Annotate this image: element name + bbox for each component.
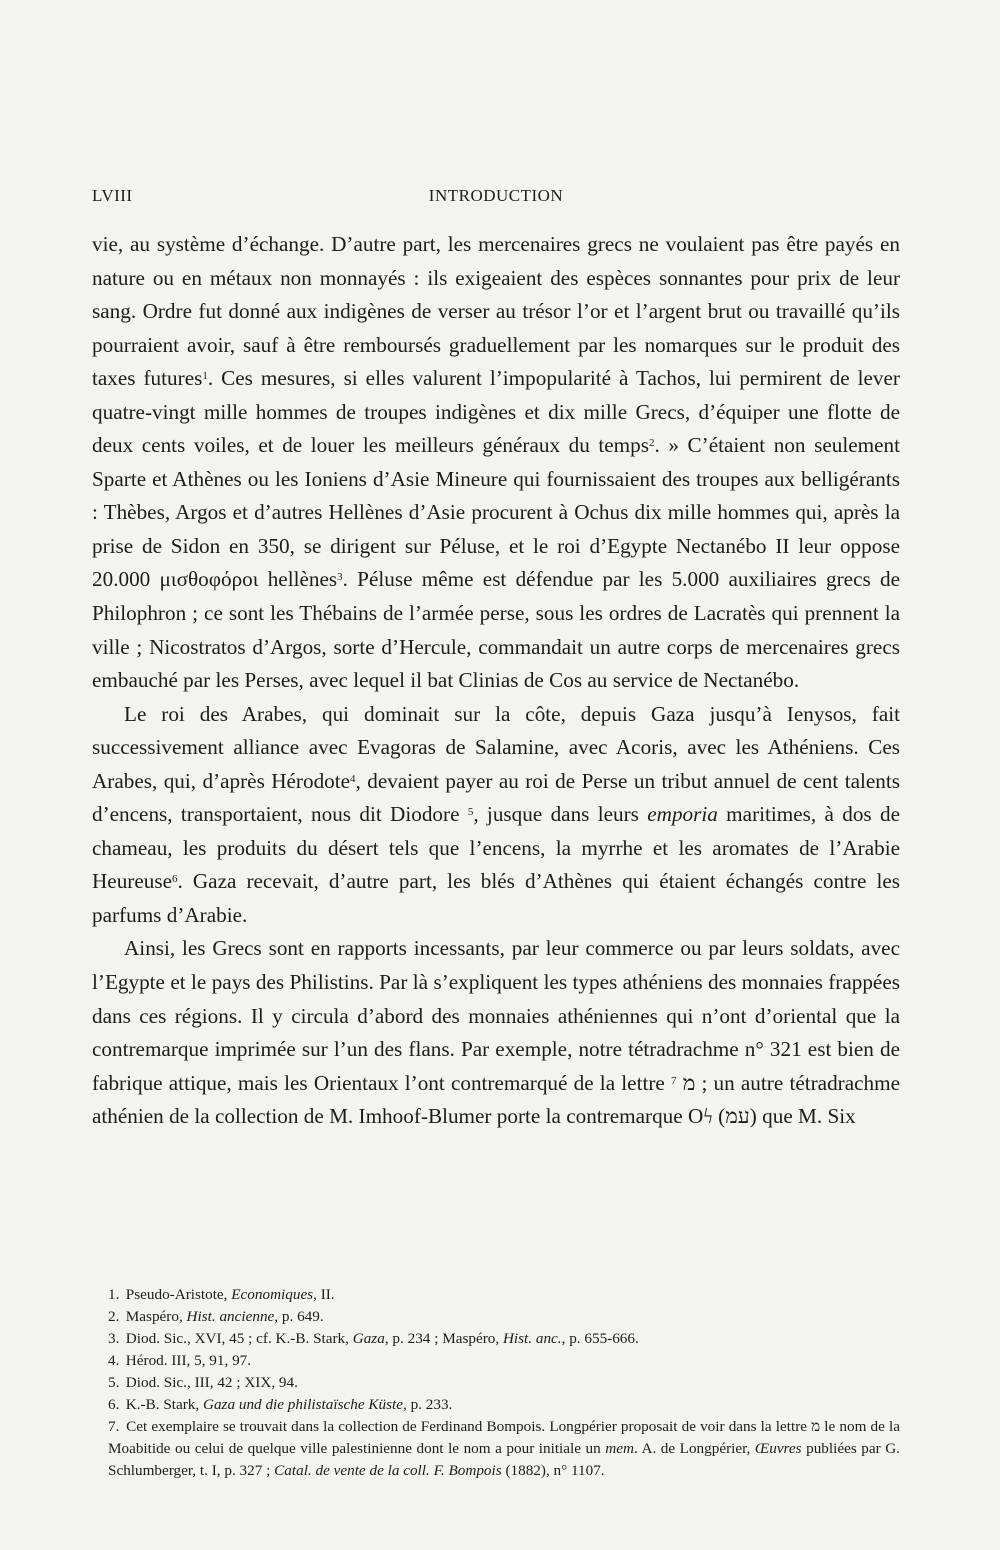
- footnote-5: [108, 1372, 900, 1394]
- footnote-7: [108, 1416, 900, 1482]
- hebrew-countermark: (עמ): [718, 1104, 757, 1129]
- text-run: publiées par G. Schlumberger, t. I, p. 327 ;: [108, 1440, 900, 1479]
- text-run: Maspéro,: [125, 1308, 187, 1325]
- italic-term: mem: [605, 1440, 634, 1457]
- paragraph-3: [92, 932, 900, 1133]
- footnote-ref-7: 7: [671, 1074, 677, 1087]
- body-text: [92, 228, 900, 1134]
- italic-title: Gaza und die philistaïsche Küste: [203, 1396, 403, 1413]
- footnote-2: [108, 1306, 900, 1328]
- footnote-1: [108, 1284, 900, 1306]
- text-run: vie, au système d’échange. D’autre part, les mercenaires grecs ne voulaient pas être payés en nature ou en métaux non monnayés : ils exigeaient des espèces sonnantes pour prix de leur sang. Ordre fut donné aux indigènes de verser au trésor l’or et l’argent brut ou travaillé qu’ils pourraient avoir, sauf à être remboursés graduellement par les nomarques sur le produit des taxes futures: [92, 232, 900, 391]
- italic-term: emporia: [647, 802, 718, 827]
- text-run: (1882), n° 1107.: [501, 1462, 605, 1479]
- italic-title: Economiques: [231, 1286, 314, 1303]
- countermark-glyph: Oϟ: [687, 1104, 713, 1129]
- footnote-4: [108, 1350, 900, 1372]
- footnote-3: [108, 1328, 900, 1350]
- running-title: INTRODUCTION: [428, 186, 564, 205]
- footnote-ref-4: 4: [350, 772, 356, 785]
- text-run: le nom de la Moabitide ou celui de quelque ville palestinienne dont le nom a pour initiale un: [108, 1418, 901, 1457]
- text-run: Diod. Sic., III, 42 ; XIX, 94.: [125, 1374, 298, 1391]
- italic-title: Hist. ancienne: [186, 1308, 275, 1325]
- text-run: , p. 234 ; Maspéro,: [384, 1330, 503, 1347]
- text-run: Hérod. III, 5, 91, 97.: [125, 1352, 252, 1369]
- text-run: Pseudo-Aristote,: [125, 1286, 232, 1303]
- text-run: , devaient payer au roi de Perse un tribut annuel de cent talents d’encens, transportaient, nous dit Diodore: [92, 768, 900, 827]
- footnote-6: [108, 1394, 900, 1416]
- footnote-ref-1: 1: [202, 370, 208, 383]
- text-run: . Péluse même est défendue par les 5.000 auxiliaires grecs de Philophron ; ce sont les Thébains de l’armée perse, sous les ordres de Lacratès qui prennent la ville ; Nicostratos d’Argos, sorte d’Hercule, commandait un autre corps de mercenaires grecs embauché par les Perses, avec lequel il bat Clinias de Cos au service de Nectanébo.: [92, 567, 900, 693]
- italic-title: Gaza: [352, 1330, 385, 1347]
- text-run: , jusque dans leurs: [473, 802, 648, 827]
- folio-number: LVIII: [92, 186, 133, 205]
- text-run: . Ces mesures, si elles valurent l’impopularité à Tachos, lui permirent de lever quatre-vingt mille hommes de troupes indigènes et dix mille Grecs, d’équiper une flotte de deux cents voiles, et de louer les meilleurs généraux du temps: [92, 366, 900, 458]
- text-run: maritimes, à dos de chameau, les produits du désert tels que l’encens, la myrrhe et les aromates de l’Arabie Heureuse: [92, 802, 900, 894]
- hebrew-letter: מ: [811, 1418, 821, 1435]
- footnote-number: 3.: [108, 1330, 120, 1347]
- footnote-ref-3: 3: [337, 571, 343, 584]
- text-run: . Gaza recevait, d’autre part, les blés d’Athènes qui étaient échangés contre les parfums d’Arabie.: [92, 869, 900, 927]
- footnote-number: 7.: [108, 1418, 120, 1435]
- text-run: Cet exemplaire se trouvait dans la collection de Ferdinand Bompois. Longpérier proposait de voir dans la lettre: [126, 1418, 812, 1435]
- text-run: . » C’étaient non seulement Sparte et Athènes ou les Ioniens d’Asie Mineure qui fournissaient des troupes aux belligérants : Thèbes, Argos et d’autres Hellènes d’Asie procurent à Ochus dix mille hommes qui, après la prise de Sidon en 350, se dirigent sur Péluse, et le roi d’Egypte Nectanébo II leur oppose 20.000 μισθοφόροι hellènes: [92, 433, 900, 592]
- text-run: , p. 655-666.: [561, 1330, 639, 1347]
- footnote-number: 6.: [108, 1396, 120, 1413]
- footnote-number: 5.: [108, 1374, 120, 1391]
- footnote-ref-6: 6: [172, 873, 178, 886]
- paragraph-2: [92, 698, 900, 933]
- text-run: K.-B. Stark,: [125, 1396, 203, 1413]
- text-run: , p. 649.: [274, 1308, 324, 1325]
- paragraph-1: [92, 228, 900, 698]
- text-run: Le roi des Arabes, qui dominait sur la côte, depuis Gaza jusqu’à Ienysos, fait successivement alliance avec Evagoras de Salamine, avec Acoris, avec les Athéniens. Ces Arabes, qui, d’après Hérodote: [92, 701, 900, 793]
- italic-title: Hist. anc.: [502, 1330, 562, 1347]
- text-run: Diod. Sic., XVI, 45 ; cf. K.-B. Stark,: [125, 1330, 353, 1347]
- text-run: , p. 233.: [402, 1396, 453, 1413]
- italic-title: Œuvres: [754, 1440, 802, 1457]
- footnote-ref-5: 5: [467, 806, 474, 819]
- text-run: ; un autre tétradrachme athénien de la collection de M. Imhoof-Blumer porte la contremarque: [92, 1070, 901, 1129]
- italic-title: Catal. de vente de la coll. F. Bompois: [274, 1462, 502, 1479]
- hebrew-letter: מ: [682, 1070, 696, 1095]
- text-run: que M. Six: [756, 1104, 856, 1129]
- text-run: . A. de Longpérier,: [633, 1440, 755, 1457]
- text-run: Ainsi, les Grecs sont en rapports incessants, par leur commerce ou par leurs soldats, avec l’Egypte et le pays des Philistins. Par là s’expliquent les types athéniens des monnaies frappées dans ces régions. Il y circula d’abord des monnaies athéniennes qui n’ont d’oriental que la contremarque imprimée sur l’un des flans. Par exemple, notre tétradrachme n° 321 est bien de fabrique attique, mais les Orientaux l’ont contremarqué de la lettre: [92, 936, 900, 1095]
- footnote-number: 1.: [108, 1286, 120, 1303]
- text-run: , II.: [313, 1286, 335, 1303]
- footnote-number: 4.: [108, 1352, 120, 1369]
- footnote-number: 2.: [108, 1308, 120, 1325]
- footnote-ref-2: 2: [648, 437, 655, 450]
- footnotes: [108, 1284, 900, 1482]
